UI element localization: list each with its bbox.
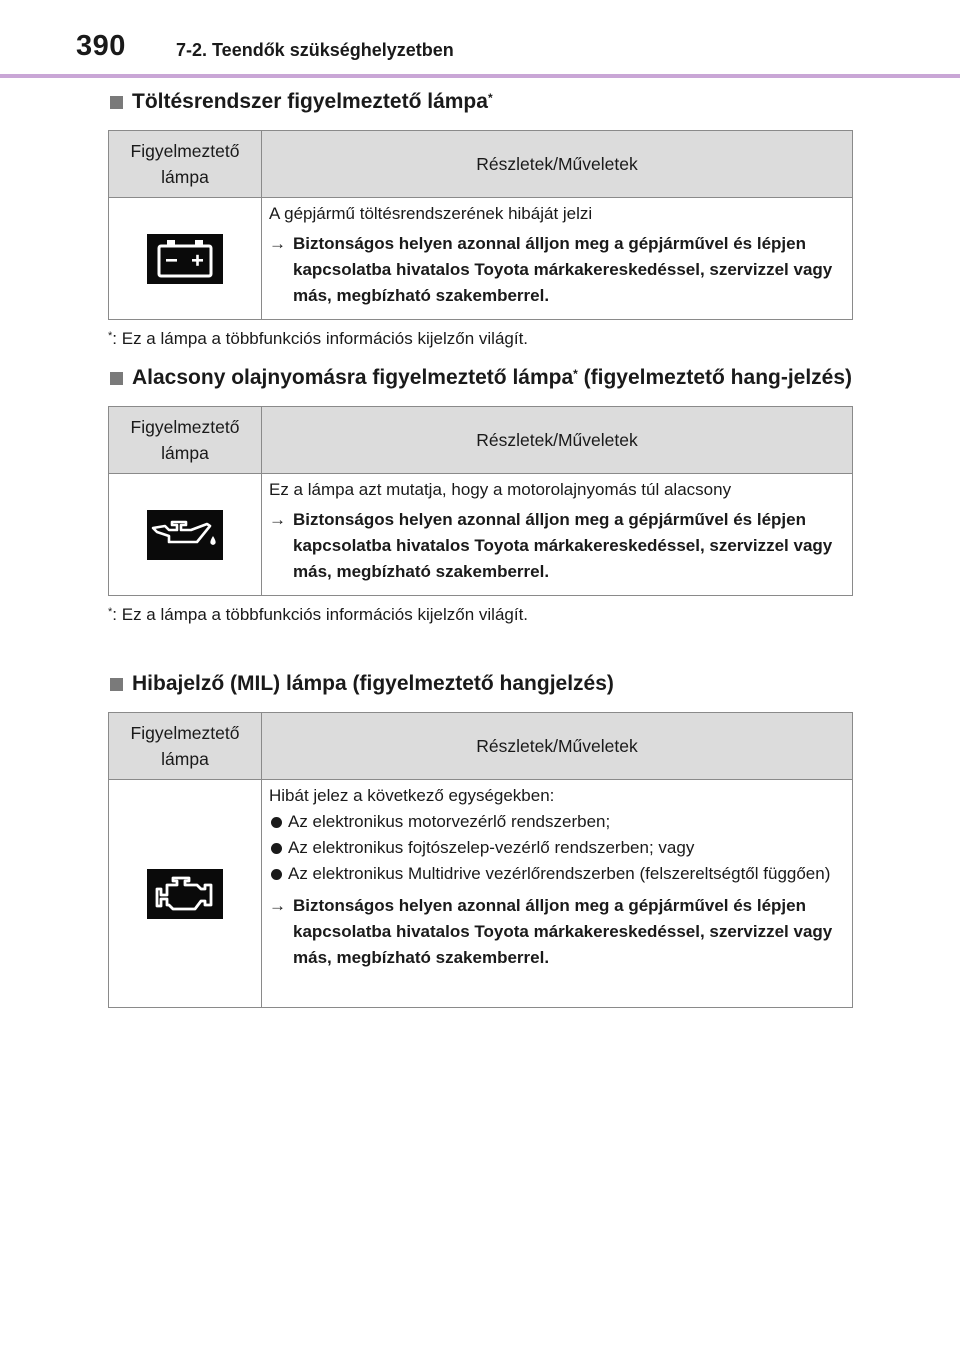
oil-can-icon <box>147 510 223 560</box>
section-malfunction-indicator <box>108 668 853 1008</box>
page-number: 390 <box>76 30 126 62</box>
detail-cell <box>262 198 853 320</box>
description: A gépjármű töltésrendszerének hibáját jelzi <box>269 204 593 223</box>
header-divider <box>0 74 960 78</box>
bullet-dot-icon <box>271 817 282 828</box>
engine-icon <box>147 869 223 919</box>
description: Ez a lámpa azt mutatja, hogy a motorolajnyomás túl alacsony <box>269 480 732 499</box>
arrow-icon: → <box>269 510 286 529</box>
lamp-cell <box>109 474 262 596</box>
battery-icon <box>147 234 223 284</box>
footnote: *: Ez a lámpa a többfunkciós információs kijelzőn világít. <box>108 329 529 348</box>
list-item: Az elektronikus fojtószelep-vezérlő rendszerben; vagy <box>269 835 842 861</box>
col-header-details: Részletek/Műveletek <box>262 407 853 474</box>
detail-cell <box>262 780 853 1008</box>
col-header-lamp: Figyelmeztető lámpa <box>109 131 262 198</box>
lamp-table <box>108 712 853 1008</box>
chapter-title: 7-2. Teendők szükséghelyzetben <box>176 40 454 60</box>
col-header-lamp: Figyelmeztető lámpa <box>109 713 262 780</box>
section-title: Töltésrendszer figyelmeztető lámpa* <box>108 86 853 118</box>
col-header-lamp: Figyelmeztető lámpa <box>109 407 262 474</box>
section-title: Hibajelző (MIL) lámpa (figyelmeztető hangjelzés) <box>108 668 853 700</box>
action-text: → Biztonságos helyen azonnal álljon meg a gépjárművel és lépjen kapcsolatba hivatalos Toyota márkakereskedéssel, szervizzel vagy más, megbízható szakemberrel. <box>269 231 842 309</box>
lamp-table <box>108 406 853 596</box>
footnote: *: Ez a lámpa a többfunkciós információs kijelzőn világít. <box>108 605 529 624</box>
description: Hibát jelez a következő egységekben: <box>269 786 555 805</box>
arrow-icon: → <box>269 896 286 915</box>
col-header-details: Részletek/Műveletek <box>262 713 853 780</box>
list-item: Az elektronikus Multidrive vezérlőrendszerben (felszereltségtől függően) <box>269 861 842 887</box>
detail-cell <box>262 474 853 596</box>
square-bullet-icon <box>110 96 123 109</box>
bullet-dot-icon <box>271 869 282 880</box>
list-item: Az elektronikus motorvezérlő rendszerben; <box>269 809 842 835</box>
section-oil-pressure <box>108 362 853 628</box>
square-bullet-icon <box>110 372 123 385</box>
section-title: Alacsony olajnyomásra figyelmeztető lámpa* (figyelmeztető hang-jelzés) <box>108 362 853 394</box>
page-header <box>0 0 960 78</box>
action-text: → Biztonságos helyen azonnal álljon meg a gépjárművel és lépjen kapcsolatba hivatalos Toyota márkakereskedéssel, szervizzel vagy más, megbízható szakemberrel. <box>269 893 842 971</box>
lamp-table <box>108 130 853 320</box>
bullet-dot-icon <box>271 843 282 854</box>
lamp-cell <box>109 780 262 1008</box>
lamp-cell <box>109 198 262 320</box>
arrow-icon: → <box>269 234 286 253</box>
section-charging-system <box>108 86 853 352</box>
action-text: → Biztonságos helyen azonnal álljon meg a gépjárművel és lépjen kapcsolatba hivatalos Toyota márkakereskedéssel, szervizzel vagy más, megbízható szakemberrel. <box>269 507 842 585</box>
col-header-details: Részletek/Műveletek <box>262 131 853 198</box>
square-bullet-icon <box>110 678 123 691</box>
